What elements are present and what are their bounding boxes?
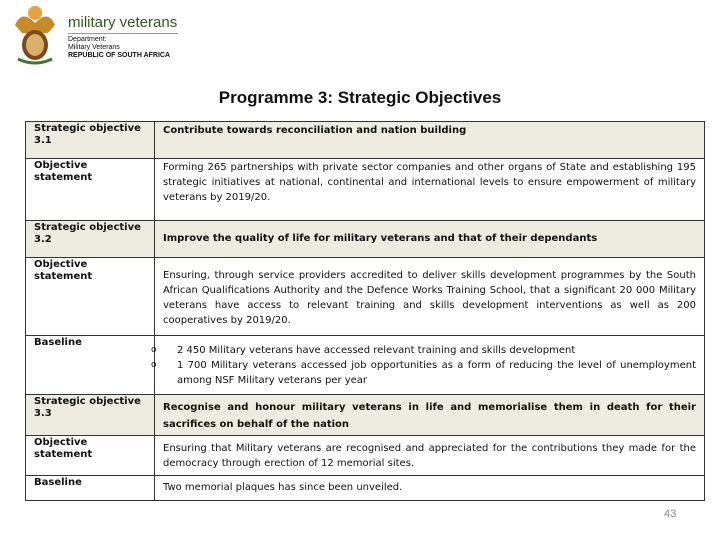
divider [68,33,178,34]
row-value: Improve the quality of life for military veterans and that of their dependants [155,221,705,258]
row-value: Ensuring that Military veterans are recognised and appreciated for the contributions they made for the democracy through erection of 12 memorial sites. [155,436,705,476]
table-row [26,258,705,336]
table-row [26,476,705,501]
row-label: Objective statement [26,258,155,336]
republic-line: REPUBLIC OF SOUTH AFRICA [68,52,171,59]
page-number: 43 [664,508,677,520]
table-row [26,395,705,436]
table-row [26,122,705,159]
department-text [68,36,170,60]
dept-line: Department: [68,36,107,43]
row-label: Baseline [26,336,155,395]
coat-of-arms-logo [12,3,58,65]
row-value: Forming 265 partnerships with private sector companies and other organs of State and establishing 195 strategic initiatives at national, continental and international levels to ensure empowerment of military veterans by 2019/20. [155,159,705,221]
row-value: Two memorial plaques has since been unveiled. [155,476,705,501]
list-item: o 2 450 Military veterans have accessed relevant training and skills development [163,343,696,358]
list-item: o 1 700 Military veterans accessed job opportunities as a form of reducing the level of unemployment among NSF Military veterans per year [163,358,696,388]
row-label: Objective statement [26,159,155,221]
baseline-list [163,343,696,388]
row-label: Strategic objective 3.3 [26,395,155,436]
row-value: Contribute towards reconciliation and nation building [155,122,705,159]
brand-name: military veterans [68,14,178,31]
row-label: Strategic objective 3.2 [26,221,155,258]
row-label: Strategic objective 3.1 [26,122,155,159]
objectives-table [25,121,705,501]
table-row [26,336,705,395]
table-row [26,159,705,221]
row-value: Ensuring, through service providers accredited to deliver skills development programmes by the South African Qualifications Authority and the Defence Works Training School, that a significant 20 000 Military veterans have access to relevant training and skills development interventions as well as 200 cooperatives by 2019/20. [155,258,705,336]
row-label: Objective statement [26,436,155,476]
row-label: Baseline [26,476,155,501]
dept-line: Military Veterans [68,44,120,51]
table-row [26,221,705,258]
table-row [26,436,705,476]
row-value [155,336,705,395]
page-title: Programme 3: Strategic Objectives [218,88,502,107]
row-value: Recognise and honour military veterans in life and memorialise them in death for their sacrifices on behalf of the nation [155,395,705,436]
